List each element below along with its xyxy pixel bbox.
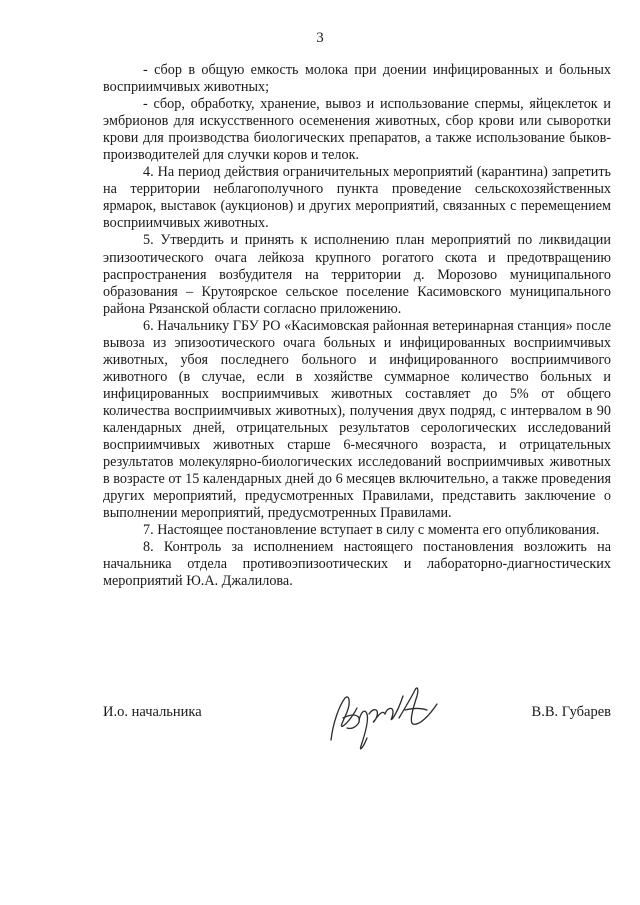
signatory-title: И.о. начальника — [103, 704, 202, 720]
page-number: 3 — [316, 30, 324, 46]
paragraph-item-7: 7. Настоящее постановление вступает в силу с момента его опубликования. — [143, 522, 600, 539]
document-body — [103, 62, 611, 590]
signature-block — [103, 668, 611, 758]
paragraph-item-4: 4. На период действия ограничительных мероприятий (карантина) запретить на территории неблагополучного пункта проведение сельскохозяйственных ярмарок, выставок (аукционов) и других мероприятий, связанных с перемещением восприимчивых животных. — [103, 164, 611, 232]
signatory-name: В.В. Губарев — [531, 704, 611, 720]
handwritten-signature-icon — [313, 668, 453, 758]
paragraph-item-8: 8. Контроль за исполнением настоящего постановления возложить на начальника отдела противоэпизоотических и лабораторно-диагностических мероприятий Ю.А. Джалилова. — [103, 539, 611, 590]
paragraph-item-5: 5. Утвердить и принять к исполнению план мероприятий по ликвидации эпизоотического очага лейкоза крупного рогатого скота и предотвращению распространения возбудителя на территории д. Морозово муниципального образования – Крутоярское сельское поселение Касимовского муниципального района Рязанской области согласно приложению. — [103, 232, 611, 317]
paragraph-milk-collection: - сбор в общую емкость молока при доении инфицированных и больных восприимчивых животных; — [103, 62, 611, 96]
paragraph-item-6: 6. Начальнику ГБУ РО «Касимовская районная ветеринарная станция» после вывоза из эпизоотического очага больных и инфицированных восприимчивых животных, убоя последнего больного и инфицированного восприимчивого животного (в случае, если в хозяйстве суммарное количество больных и инфицированных восприимчивых животных составляет до 5% от общего количества восприимчивых животных), получения двух подряд, с интервалом в 90 календарных дней, отрицательных результатов серологических исследований восприимчивых животных старше 6-месячного возраста, и отрицательных результатов молекулярно-биологических исследований восприимчивых животных в возрасте от 15 календарных дней до 6 месяцев включительно, а также проведения других мероприятий, предусмотренных Правилами, представить заключение о выполнении мероприятий, предусмотренных Правилами. — [103, 317, 611, 522]
paragraph-sperm-collection: - сбор, обработку, хранение, вывоз и использование спермы, яйцеклеток и эмбрионов для искусственного осеменения животных, сбор крови или сыворотки крови для производства биологических препаратов, а также использование быков-производителей для случки коров и телок. — [103, 96, 611, 164]
